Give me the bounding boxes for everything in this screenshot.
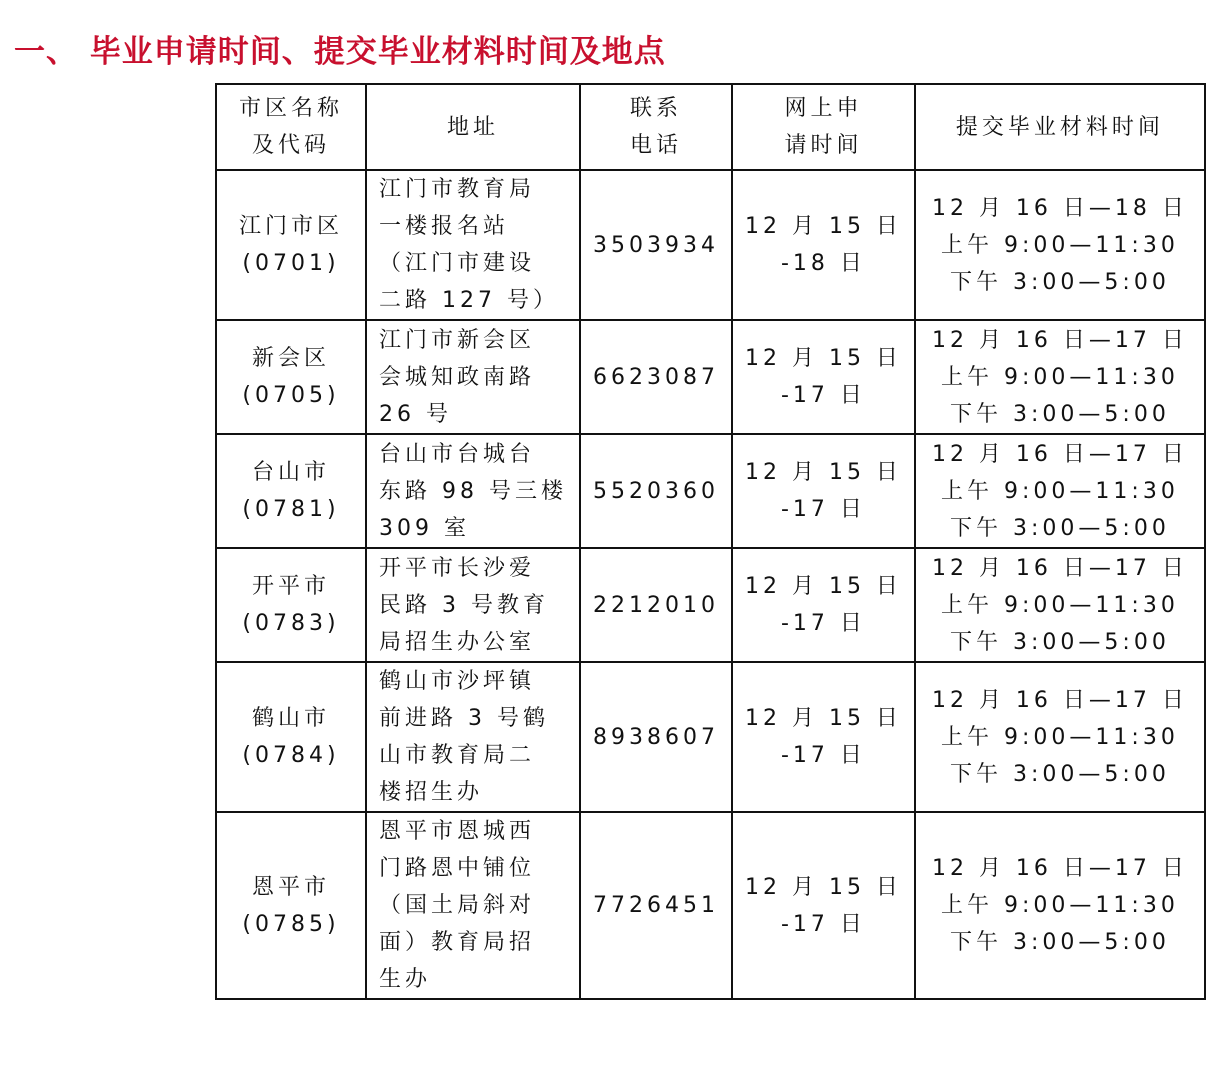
address-cell (366, 548, 580, 662)
online-time-cell (732, 812, 915, 999)
online-time-cell-text: -17 日 (780, 611, 866, 636)
district-cell-text: (0701) (242, 251, 340, 276)
address-cell (366, 812, 580, 999)
district-cell-text: 开平市 (251, 574, 330, 599)
district-cell-text: (0785) (242, 911, 340, 937)
graduation-schedule-table (215, 83, 1206, 1000)
submit-time-cell-text: 下午 3:00—5:00 (950, 269, 1170, 295)
address-cell-text: 恩平市恩城西 (379, 819, 536, 844)
phone-cell (580, 812, 732, 999)
submit-time-cell (915, 170, 1205, 320)
address-cell-text: 东路 98 号三楼 (379, 478, 567, 504)
submit-time-cell (915, 662, 1205, 812)
online-time-cell (732, 548, 915, 662)
online-time-cell-text: -17 日 (780, 497, 866, 522)
online-time-cell (732, 170, 915, 320)
district-cell (216, 170, 366, 320)
online-time-cell (732, 662, 915, 812)
submit-time-cell (915, 812, 1205, 999)
address-cell-text: 26 号 (379, 401, 452, 427)
district-cell-text: (0784) (242, 743, 340, 768)
address-cell-text: 前进路 3 号鹤 (379, 706, 549, 731)
phone-cell-text: 5520360 (592, 478, 719, 504)
address-cell-text: 309 室 (379, 515, 470, 541)
table-row (216, 548, 1205, 662)
table-row (216, 812, 1205, 999)
submit-time-cell-text: 下午 3:00—5:00 (950, 515, 1170, 541)
address-cell-text: 生办 (379, 967, 432, 992)
address-cell (366, 434, 580, 548)
online-time-cell-text: 12 月 15 日 (744, 214, 902, 239)
address-cell-text: 江门市教育局 (379, 177, 536, 202)
header-online-time-text: 网上申 (784, 96, 863, 121)
online-time-cell-text: 12 月 15 日 (744, 346, 902, 371)
address-cell-text: 山市教育局二 (379, 743, 536, 768)
submit-time-cell-text: 12 月 16 日—17 日 (931, 441, 1188, 467)
online-time-cell-text: -18 日 (780, 251, 866, 276)
header-address-text: 地址 (446, 114, 499, 140)
table-row (216, 662, 1205, 812)
district-cell (216, 812, 366, 999)
submit-time-cell (915, 434, 1205, 548)
phone-cell-text: 7726451 (592, 893, 719, 918)
district-cell (216, 548, 366, 662)
submit-time-cell-text: 12 月 16 日—17 日 (931, 327, 1188, 353)
district-cell (216, 434, 366, 548)
submit-time-cell-text: 12 月 16 日—17 日 (931, 856, 1188, 881)
phone-cell (580, 548, 732, 662)
section-title: 一、 毕业申请时间、提交毕业材料时间及地点 (14, 34, 666, 70)
phone-cell (580, 434, 732, 548)
submit-time-cell (915, 320, 1205, 434)
address-cell-text: 江门市新会区 (379, 327, 536, 353)
header-submit-time (915, 84, 1205, 170)
online-time-cell-text: 12 月 15 日 (744, 460, 902, 485)
online-time-cell-text: 12 月 15 日 (744, 574, 902, 599)
district-cell-text: 江门市区 (238, 214, 343, 239)
phone-cell (580, 662, 732, 812)
address-cell-text: 民路 3 号教育 (379, 592, 549, 618)
district-cell-text: (0783) (242, 611, 340, 636)
address-cell (366, 662, 580, 812)
header-row (216, 84, 1205, 170)
submit-time-cell (915, 548, 1205, 662)
table-row (216, 170, 1205, 320)
online-time-cell-text: -17 日 (780, 383, 866, 408)
district-cell (216, 320, 366, 434)
district-cell-text: 新会区 (251, 346, 330, 371)
address-cell-text: （江门市建设 (379, 251, 536, 276)
online-time-cell-text: 12 月 15 日 (744, 874, 902, 900)
address-cell-text: 一楼报名站 (379, 214, 510, 239)
online-time-cell-text: -17 日 (780, 743, 866, 768)
address-cell-text: 鹤山市沙坪镇 (379, 669, 536, 694)
district-cell-text: (0781) (242, 497, 340, 522)
online-time-cell (732, 434, 915, 548)
phone-cell (580, 320, 732, 434)
submit-time-cell-text: 上午 9:00—11:30 (941, 232, 1179, 258)
address-cell (366, 170, 580, 320)
address-cell-text: 门路恩中铺位 (379, 856, 536, 881)
submit-time-cell-text: 下午 3:00—5:00 (950, 930, 1170, 955)
header-district-text: 市区名称 (238, 96, 343, 121)
submit-time-cell-text: 下午 3:00—5:00 (950, 401, 1170, 427)
submit-time-cell-text: 上午 9:00—11:30 (941, 724, 1179, 750)
address-cell-text: 局招生办公室 (379, 629, 536, 655)
submit-time-cell-text: 下午 3:00—5:00 (950, 761, 1170, 787)
header-online-time-text: 请时间 (784, 133, 863, 158)
online-time-cell-text: -17 日 (780, 911, 866, 937)
submit-time-cell-text: 12 月 16 日—17 日 (931, 687, 1188, 713)
address-cell-text: 楼招生办 (379, 780, 484, 805)
phone-cell-text: 8938607 (592, 724, 719, 750)
online-time-cell-text: 12 月 15 日 (744, 706, 902, 731)
online-time-cell (732, 320, 915, 434)
header-online-time (732, 84, 915, 170)
header-phone (580, 84, 732, 170)
address-cell-text: 面）教育局招 (379, 930, 536, 955)
submit-time-cell-text: 下午 3:00—5:00 (950, 629, 1170, 655)
address-cell (366, 320, 580, 434)
header-phone-text: 联系 (629, 96, 682, 121)
address-cell-text: 会城知政南路 (379, 364, 536, 390)
table-row (216, 320, 1205, 434)
table-row (216, 434, 1205, 548)
submit-time-cell-text: 上午 9:00—11:30 (941, 893, 1179, 918)
district-cell-text: 台山市 (251, 460, 330, 485)
phone-cell-text: 6623087 (592, 364, 719, 390)
header-phone-text: 电话 (629, 133, 682, 158)
phone-cell-text: 2212010 (592, 592, 719, 618)
address-cell-text: 二路 127 号） (379, 288, 559, 313)
submit-time-cell-text: 上午 9:00—11:30 (941, 364, 1179, 390)
submit-time-cell-text: 12 月 16 日—17 日 (931, 555, 1188, 581)
address-cell-text: 开平市长沙爱 (379, 555, 536, 581)
submit-time-cell-text: 上午 9:00—11:30 (941, 592, 1179, 618)
district-cell (216, 662, 366, 812)
header-address (366, 84, 580, 170)
address-cell-text: （国土局斜对 (379, 893, 536, 918)
header-submit-time-text: 提交毕业材料时间 (955, 114, 1164, 140)
submit-time-cell-text: 12 月 16 日—18 日 (931, 195, 1188, 221)
district-cell-text: (0705) (242, 383, 340, 408)
submit-time-cell-text: 上午 9:00—11:30 (941, 478, 1179, 504)
address-cell-text: 台山市台城台 (379, 441, 536, 467)
district-cell-text: 恩平市 (251, 874, 330, 900)
phone-cell-text: 3503934 (592, 232, 719, 258)
header-district-text: 及代码 (251, 133, 330, 158)
phone-cell (580, 170, 732, 320)
district-cell-text: 鹤山市 (251, 706, 330, 731)
header-district (216, 84, 366, 170)
